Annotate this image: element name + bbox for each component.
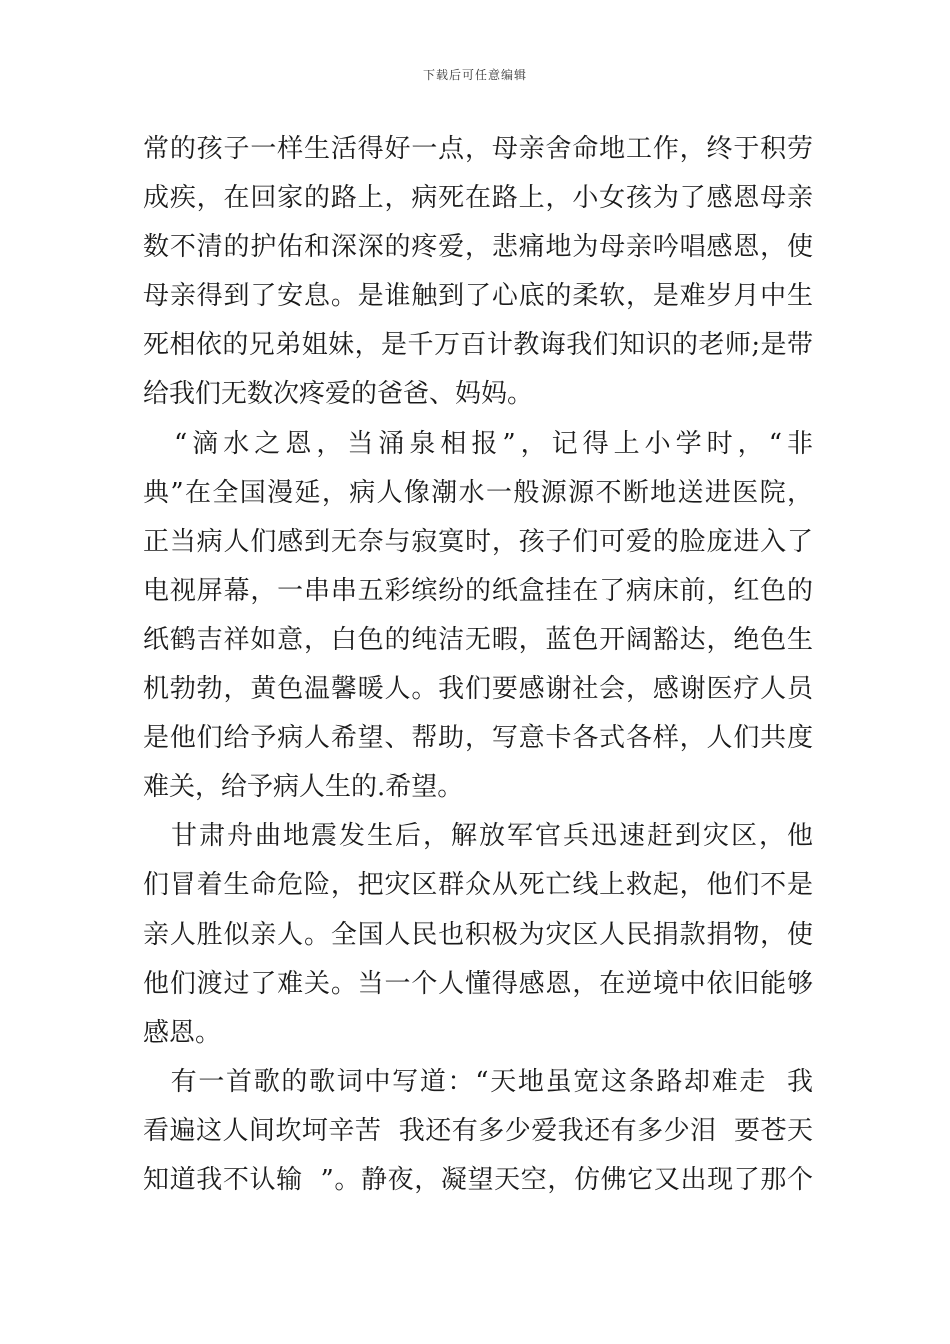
text-line: 纸鹤吉祥如意，白色的纯洁无暇，蓝色开阔豁达，绝色生 xyxy=(143,624,813,655)
text-line: 给我们无数次疼爱的爸爸、妈妈。 xyxy=(143,379,534,410)
paragraph-first-line: 甘肃舟曲地震发生后，解放军官兵迅速赶到灾区，他 xyxy=(143,821,813,852)
text-line: 数不清的护佑和深深的疼爱，悲痛地为母亲吟唱感恩，使 xyxy=(143,232,813,263)
text-line: 们冒着生命危险，把灾区群众从死亡线上救起，他们不是 xyxy=(143,870,813,901)
text-line: 成疾，在回家的路上，病死在路上，小女孩为了感恩母亲 xyxy=(143,183,813,214)
text-line: 机勃勃，黄色温馨暖人。我们要感谢社会，感谢医疗人员 xyxy=(143,674,813,705)
text-line: 感恩。 xyxy=(143,1017,222,1048)
paragraph-first-line: “滴水之恩，当涌泉相报”，记得上小学时，“非 xyxy=(143,428,813,459)
text-line: 电视屏幕，一串串五彩缤纷的纸盒挂在了病床前，红色的 xyxy=(143,575,813,606)
text-line: 难关，给予病人生的.希望。 xyxy=(143,772,464,803)
text-line: 他们渡过了难关。当一个人懂得感恩，在逆境中依旧能够 xyxy=(143,968,813,999)
text-line: 死相依的兄弟姐妹，是千万百计教诲我们知识的老师;是带 xyxy=(143,330,813,361)
text-line: 是他们给予病人希望、帮助，写意卡各式各样，人们共度 xyxy=(143,723,813,754)
text-line: 正当病人们感到无奈与寂寞时，孩子们可爱的脸庞进入了 xyxy=(143,526,813,557)
text-line: 母亲得到了安息。是谁触到了心底的柔软，是难岁月中生 xyxy=(143,281,813,312)
text-line: 亲人胜似亲人。全国人民也积极为灾区人民捐款捐物，使 xyxy=(143,919,813,950)
document-body xyxy=(143,125,813,1205)
text-line: 知道我不认输 ”。静夜，凝望天空，仿佛它又出现了那个 xyxy=(143,1164,813,1195)
text-line: 看遍这人间坎坷辛苦 我还有多少爱我还有多少泪 要苍天 xyxy=(143,1115,813,1146)
page-header-note: 下载后可任意编辑 xyxy=(422,68,527,82)
text-line: 常的孩子一样生活得好一点，母亲舍命地工作，终于积劳 xyxy=(143,134,813,164)
text-line: 典”在全国漫延，病人像潮水一般源源不断地送进医院， xyxy=(143,477,813,508)
paragraph-first-line: 有一首歌的歌词中写道：“天地虽宽这条路却难走 我 xyxy=(143,1066,813,1097)
